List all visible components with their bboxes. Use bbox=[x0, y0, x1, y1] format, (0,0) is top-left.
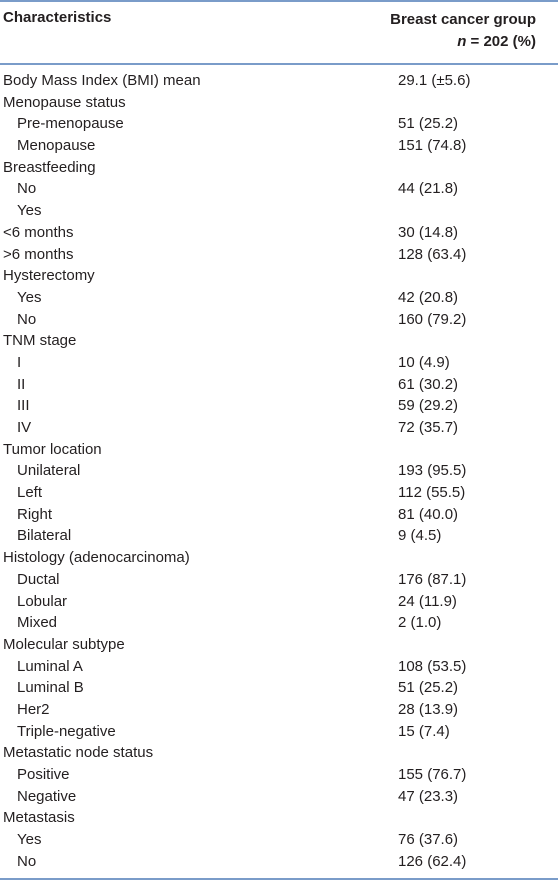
table-row bbox=[0, 178, 558, 200]
table-row bbox=[0, 374, 558, 396]
row-label: <6 months bbox=[3, 223, 74, 241]
header-breast-cancer-group bbox=[390, 9, 536, 53]
table-row bbox=[0, 504, 558, 526]
row-label: Pre-menopause bbox=[17, 115, 124, 133]
row-value: 42 (20.8) bbox=[398, 288, 459, 306]
table-row bbox=[0, 656, 558, 678]
table-row bbox=[0, 807, 558, 829]
row-label: Yes bbox=[17, 831, 42, 849]
table-row bbox=[0, 721, 558, 743]
row-value: 72 (35.7) bbox=[398, 419, 459, 436]
row-label: IV bbox=[17, 419, 32, 436]
table-row bbox=[0, 742, 558, 764]
row-value: 44 (21.8) bbox=[398, 180, 459, 198]
row-value: 61 (30.2) bbox=[398, 375, 459, 393]
table-bottom-rule bbox=[0, 878, 558, 880]
row-value: 160 (79.2) bbox=[398, 310, 467, 328]
row-value: 59 (29.2) bbox=[398, 397, 459, 415]
row-label: No bbox=[17, 852, 37, 870]
row-label: Body Mass Index (BMI) mean bbox=[3, 72, 201, 89]
table-row bbox=[0, 352, 558, 374]
row-label: Right bbox=[17, 505, 53, 523]
table-row bbox=[0, 330, 558, 352]
table-row bbox=[0, 547, 558, 569]
row-label: III bbox=[17, 397, 30, 415]
table-row bbox=[0, 525, 558, 547]
row-value: 126 (62.4) bbox=[398, 852, 467, 870]
row-value: 2 (1.0) bbox=[398, 614, 442, 632]
table-row bbox=[0, 244, 558, 266]
row-label: Yes bbox=[17, 288, 42, 306]
row-label: Menopause status bbox=[3, 93, 126, 111]
table-row bbox=[0, 222, 558, 244]
table-row bbox=[0, 157, 558, 179]
row-label: Yes bbox=[17, 202, 42, 220]
row-label: TNM stage bbox=[3, 332, 77, 350]
table-row bbox=[0, 439, 558, 461]
header-characteristics: Characteristics bbox=[3, 9, 112, 26]
row-label: Breastfeeding bbox=[3, 158, 96, 176]
row-value: 176 (87.1) bbox=[398, 570, 467, 588]
table-row bbox=[0, 460, 558, 482]
row-value: 112 (55.5) bbox=[398, 484, 466, 502]
header-n-value: = 202 (%) bbox=[466, 33, 536, 50]
table-row bbox=[0, 113, 558, 135]
row-label: Metastatic node status bbox=[3, 744, 154, 762]
table-row bbox=[0, 851, 558, 873]
row-value: 51 (25.2) bbox=[398, 115, 459, 133]
table-row bbox=[0, 786, 558, 808]
row-value: 128 (63.4) bbox=[398, 245, 467, 263]
row-label: Tumor location bbox=[3, 440, 102, 458]
table-row bbox=[0, 70, 558, 92]
row-label: Positive bbox=[17, 766, 70, 783]
row-label: Unilateral bbox=[17, 462, 81, 480]
row-label: Ductal bbox=[17, 570, 60, 588]
row-label: Her2 bbox=[17, 700, 50, 718]
row-value: 193 (95.5) bbox=[398, 462, 467, 480]
row-label: Mixed bbox=[17, 614, 58, 632]
table-row bbox=[0, 92, 558, 114]
row-value: 81 (40.0) bbox=[398, 505, 459, 523]
row-label: Histology (adenocarcinoma) bbox=[3, 549, 190, 567]
row-value: 24 (11.9) bbox=[398, 592, 457, 610]
row-value: 29.1 (±5.6) bbox=[398, 72, 471, 89]
row-label: II bbox=[17, 375, 26, 393]
row-label: Molecular subtype bbox=[3, 635, 125, 653]
table-row bbox=[0, 591, 558, 613]
row-value: 10 (4.9) bbox=[398, 353, 450, 371]
table-body bbox=[0, 70, 558, 872]
header-n-symbol: n bbox=[457, 33, 467, 50]
row-label: >6 months bbox=[3, 245, 74, 263]
row-label: No bbox=[17, 310, 37, 328]
table-row bbox=[0, 634, 558, 656]
table-header-rule bbox=[0, 63, 558, 65]
row-value: 76 (37.6) bbox=[398, 831, 459, 849]
table-row bbox=[0, 395, 558, 417]
row-value: 9 (4.5) bbox=[398, 527, 442, 545]
table-row bbox=[0, 309, 558, 331]
table-row bbox=[0, 612, 558, 634]
row-label: Bilateral bbox=[17, 527, 72, 545]
table-row bbox=[0, 287, 558, 309]
table-row bbox=[0, 699, 558, 721]
row-value: 47 (23.3) bbox=[398, 787, 459, 805]
table-row bbox=[0, 829, 558, 851]
row-value: 30 (14.8) bbox=[398, 223, 459, 241]
row-value: 28 (13.9) bbox=[398, 700, 459, 718]
row-label: Luminal A bbox=[17, 657, 83, 675]
table-row bbox=[0, 417, 558, 439]
table-row bbox=[0, 135, 558, 157]
row-label: Negative bbox=[17, 787, 77, 805]
row-label: Menopause bbox=[17, 137, 96, 155]
row-label: No bbox=[17, 180, 37, 198]
row-label: Triple-negative bbox=[17, 722, 116, 740]
row-label: I bbox=[17, 353, 22, 371]
table-row bbox=[0, 764, 558, 786]
row-label: Hysterectomy bbox=[3, 267, 95, 285]
table-row bbox=[0, 677, 558, 699]
table-row bbox=[0, 200, 558, 222]
table-row bbox=[0, 482, 558, 504]
header-group-title: Breast cancer group bbox=[390, 11, 536, 28]
row-value: 51 (25.2) bbox=[398, 679, 459, 697]
row-label: Lobular bbox=[17, 592, 68, 610]
row-value: 108 (53.5) bbox=[398, 657, 467, 675]
row-label: Luminal B bbox=[17, 679, 84, 697]
header-sample-size bbox=[390, 31, 536, 53]
table-header bbox=[0, 0, 558, 63]
table-row bbox=[0, 265, 558, 287]
row-value: 151 (74.8) bbox=[398, 137, 467, 155]
row-label: Metastasis bbox=[3, 809, 75, 827]
table-row bbox=[0, 569, 558, 591]
row-value: 15 (7.4) bbox=[398, 722, 450, 740]
row-label: Left bbox=[17, 484, 43, 502]
row-value: 155 (76.7) bbox=[398, 766, 467, 783]
